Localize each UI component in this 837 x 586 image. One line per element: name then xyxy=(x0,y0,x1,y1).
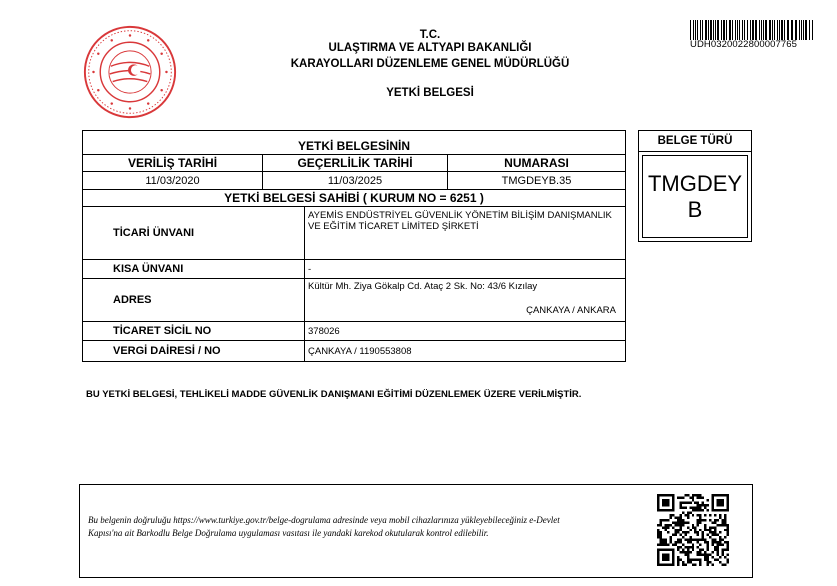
address-value: Kültür Mh. Ziya Gökalp Cd. Ataç 2 Sk. No: 43/6 Kızılay xyxy=(308,281,538,292)
verification-text xyxy=(88,514,588,540)
document-type-title: BELGE TÜRÜ xyxy=(639,131,751,152)
document-type-code: TMGDEY xyxy=(647,170,743,196)
ministry-seal-icon xyxy=(82,24,178,120)
issue-date-value: 11/03/2020 xyxy=(83,172,263,190)
verification-footer xyxy=(79,484,753,578)
address-cell xyxy=(305,279,626,322)
tax-office-label: VERGİ DAİRESİ / NO xyxy=(83,341,305,362)
document-type-class: B xyxy=(687,196,703,222)
validity-date-header: GEÇERLİLİK TARİHİ xyxy=(263,155,448,172)
address-city: ÇANKAYA / ANKARA xyxy=(526,305,617,316)
document-title: YETKİ BELGESİ xyxy=(386,87,474,99)
short-name-label: KISA ÜNVANI xyxy=(83,260,305,279)
owner-section-title: YETKİ BELGESİ SAHİBİ ( KURUM NO = 6251 ) xyxy=(83,190,626,207)
validity-date-value: 11/03/2025 xyxy=(263,172,448,190)
barcode-number: UDH0320022800007765 xyxy=(690,39,798,50)
short-name-value: - xyxy=(305,260,626,279)
qr-code-icon xyxy=(657,494,729,566)
barcode-icon xyxy=(690,20,816,40)
header-directorate: KARAYOLLARI DÜZENLEME GENEL MÜDÜRLÜĞÜ xyxy=(290,58,570,70)
trade-registry-value: 378026 xyxy=(305,322,626,341)
certificate-table xyxy=(82,130,626,362)
issue-date-header: VERİLİŞ TARİHİ xyxy=(83,155,263,172)
trade-name-label: TİCARİ ÜNVANI xyxy=(83,207,305,260)
trade-registry-label: TİCARET SİCİL NO xyxy=(83,322,305,341)
certificate-section-title: YETKİ BELGESİNİN xyxy=(83,131,626,155)
certificate-purpose-note: BU YETKİ BELGESİ, TEHLİKELİ MADDE GÜVENLİK DANIŞMANI EĞİTİMİ DÜZENLEMEK ÜZERE VERİLMİŞTİR. xyxy=(86,389,582,400)
document-type-box xyxy=(638,130,752,242)
header-ministry: ULAŞTIRMA VE ALTYAPI BAKANLIĞI xyxy=(328,42,532,54)
number-header: NUMARASI xyxy=(448,155,626,172)
tax-office-value: ÇANKAYA / 1190553808 xyxy=(305,341,626,362)
header-tc: T.C. xyxy=(419,29,441,41)
address-label: ADRES xyxy=(83,279,305,322)
number-value: TMGDEYB.35 xyxy=(448,172,626,190)
verification-text-line1: Bu belgenin doğruluğu https://www.turkiye.gov.tr/belge-dogrulama adresinde veya mobil cihazlarınıza yükleyebileceğiniz e-Devlet xyxy=(88,515,560,525)
verification-text-line2: Kapısı'na ait Barkodlu Belge Doğrulama uygulaması vasıtası ile yandaki karekod okutularak kontrol edilebilir. xyxy=(88,528,489,538)
document-type-value xyxy=(642,155,748,238)
trade-name-value: AYEMİS ENDÜSTRİYEL GÜVENLİK YÖNETİM BİLİŞİM DANIŞMANLIK VE EĞİTİM TİCARET LİMİTED ŞİRKETİ xyxy=(305,207,626,260)
